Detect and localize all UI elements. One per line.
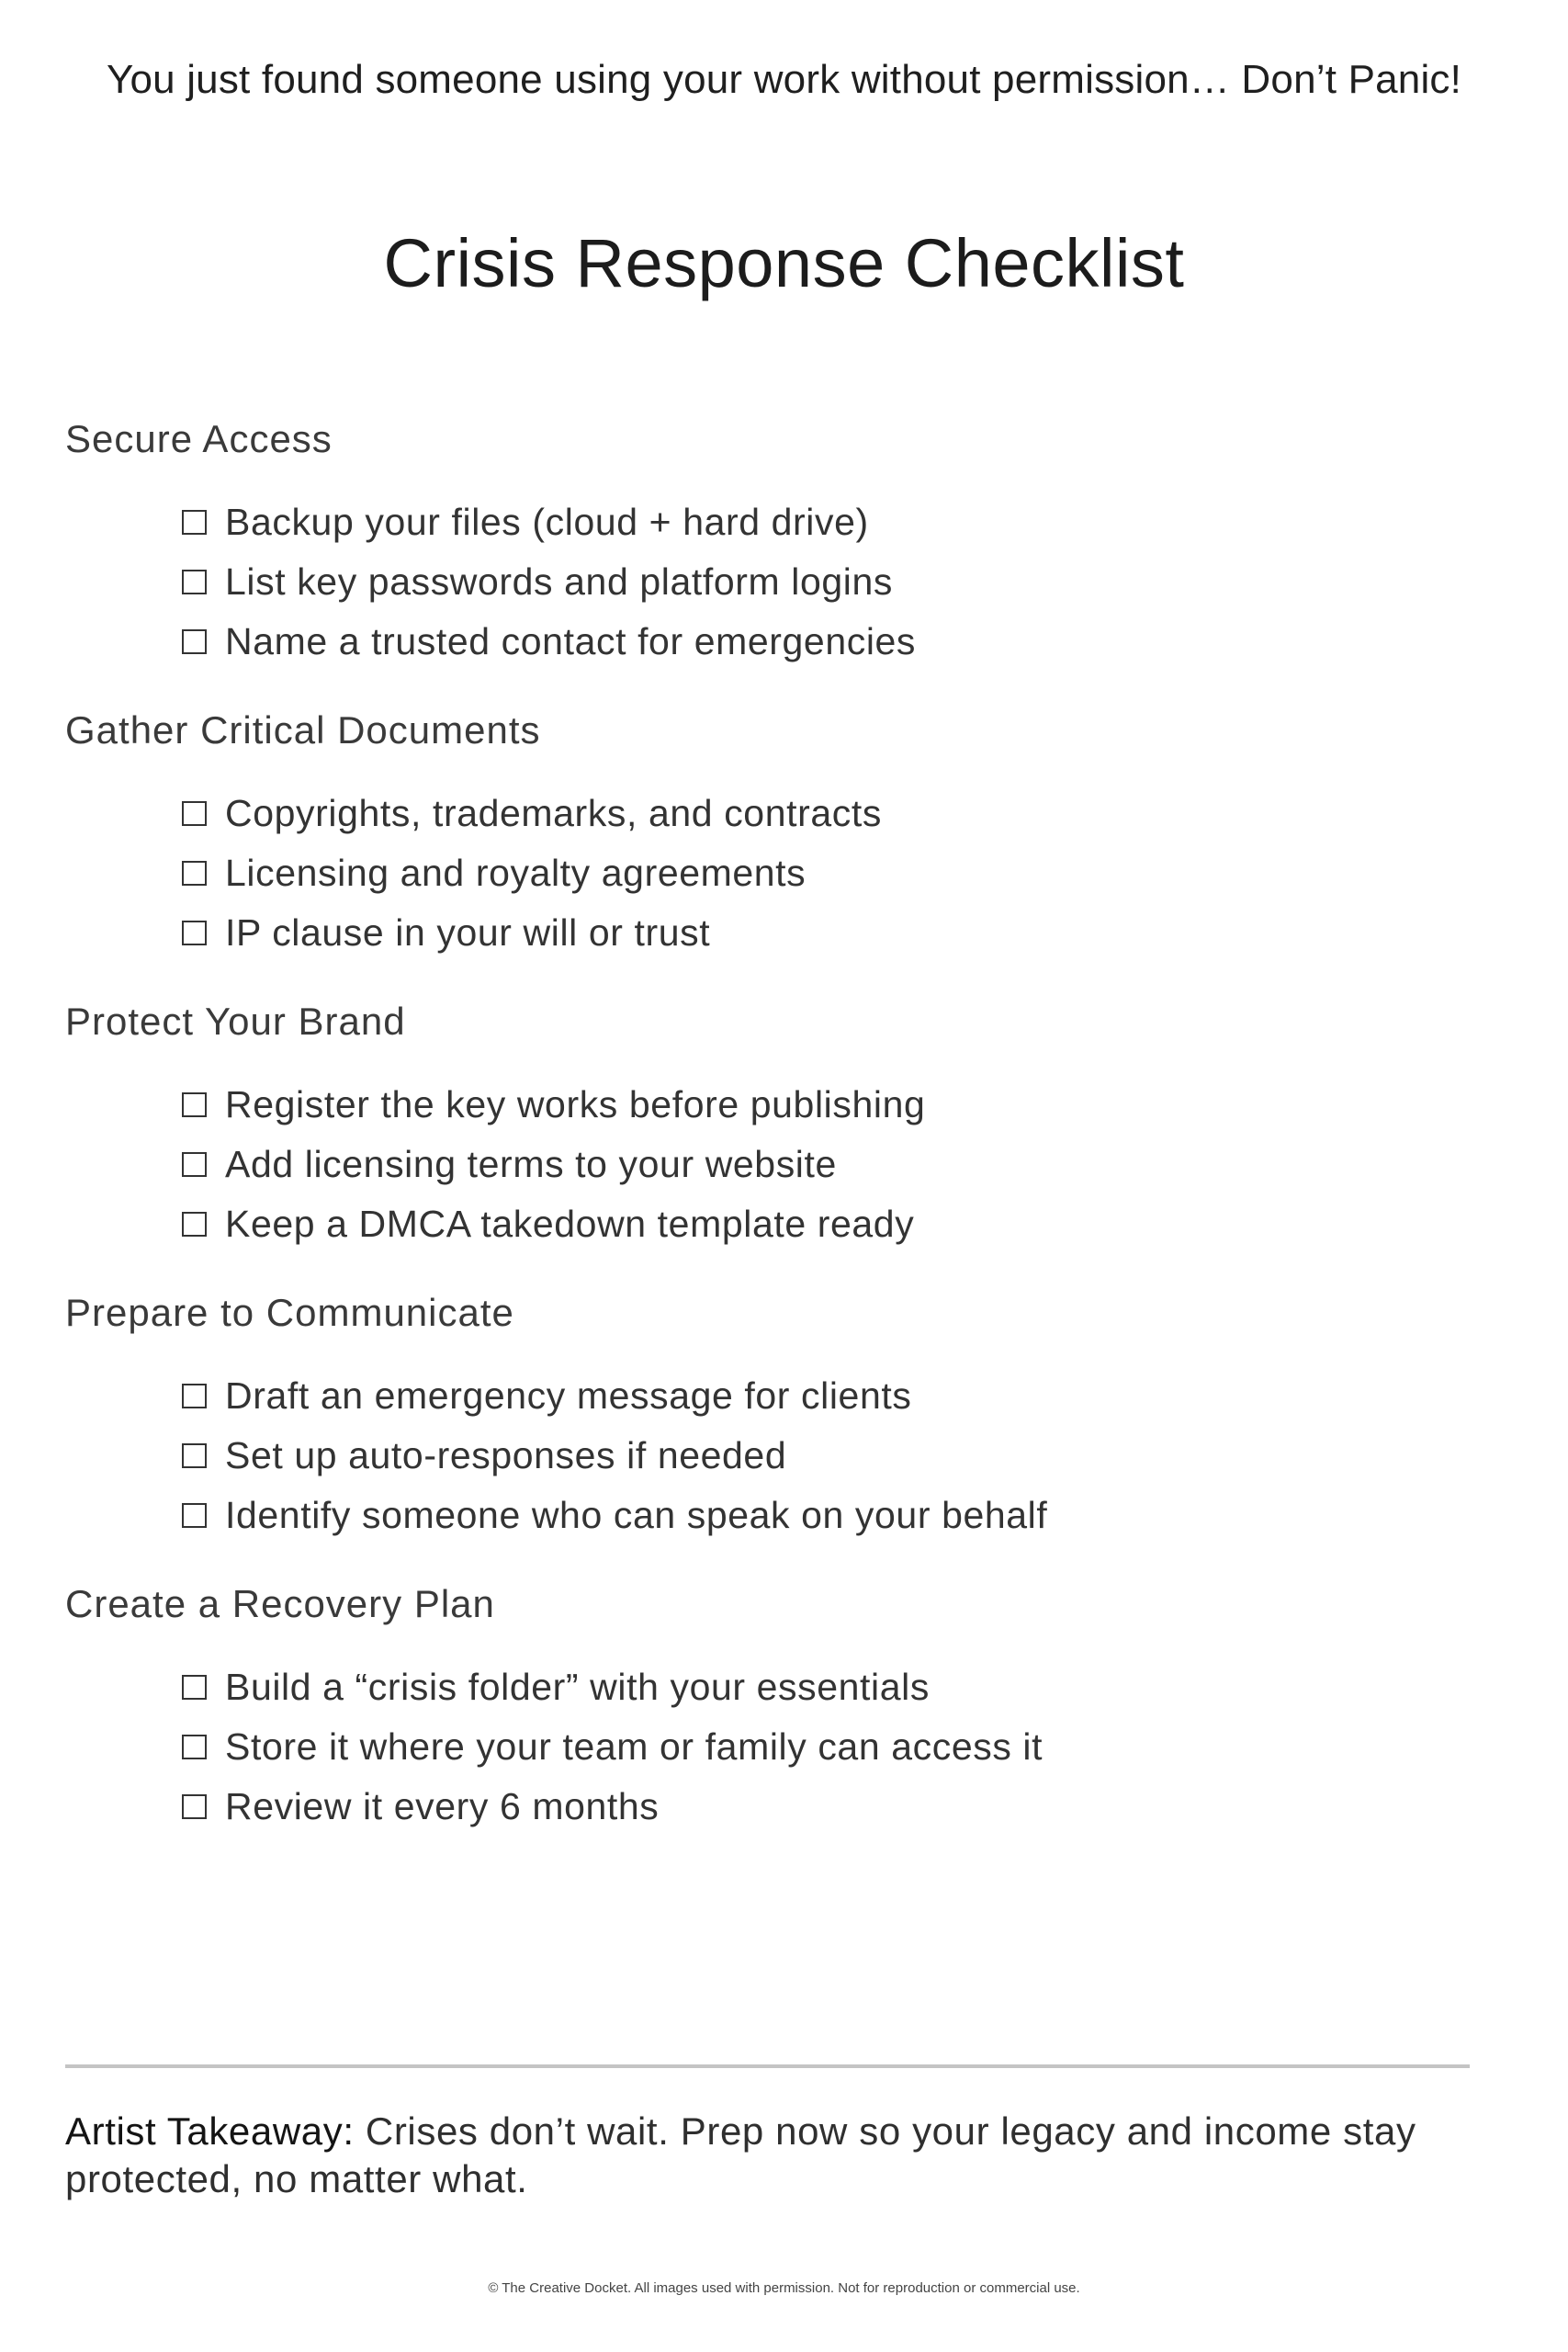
- divider: [65, 2064, 1470, 2068]
- checklist-item-label: Register the key works before publishing: [225, 1083, 926, 1125]
- checklist-item-label: Add licensing terms to your website: [225, 1143, 837, 1185]
- checklist-item[interactable]: [182, 1366, 1443, 1426]
- section-heading: Create a Recovery Plan: [65, 1582, 495, 1625]
- page-title: Crisis Response Checklist: [383, 225, 1185, 301]
- checklist-item[interactable]: [182, 552, 1443, 612]
- checklist-item[interactable]: [182, 1657, 1443, 1717]
- checklist-item-label: Draft an emergency message for clients: [225, 1374, 912, 1417]
- checkbox[interactable]: [182, 1794, 207, 1819]
- checklist-item-label: Licensing and royalty agreements: [225, 852, 807, 894]
- checklist-item[interactable]: [182, 1135, 1443, 1194]
- checkbox[interactable]: [182, 510, 207, 535]
- checklist-item-label: Backup your files (cloud + hard drive): [225, 501, 869, 543]
- checkbox[interactable]: [182, 1212, 207, 1237]
- section-gather-documents: [65, 705, 1443, 963]
- checklist-item[interactable]: [182, 492, 1443, 552]
- checklist-item[interactable]: [182, 612, 1443, 672]
- section-prepare-communicate: [65, 1287, 1443, 1545]
- checkbox[interactable]: [182, 629, 207, 654]
- takeaway-label: Artist Takeaway:: [65, 2109, 355, 2153]
- checkbox[interactable]: [182, 1503, 207, 1528]
- checkbox[interactable]: [182, 861, 207, 886]
- checklist-items: [65, 784, 1443, 963]
- checklist-item-label: Set up auto-responses if needed: [225, 1434, 787, 1476]
- checklist-item[interactable]: [182, 784, 1443, 843]
- takeaway-text: Crises don’t wait. Prep now so your legacy and income stay protected, no matter what.: [65, 2109, 1416, 2200]
- checkbox[interactable]: [182, 801, 207, 826]
- checklist-item[interactable]: [182, 1486, 1443, 1545]
- section-recovery-plan: [65, 1578, 1443, 1837]
- copyright-notice: © The Creative Docket. All images used with permission. Not for reproduction or commercial use.: [488, 2280, 1080, 2296]
- checklist-items: [65, 1075, 1443, 1254]
- checklist-item-label: Copyrights, trademarks, and contracts: [225, 792, 882, 834]
- section-heading: Protect Your Brand: [65, 1000, 406, 1043]
- checkbox[interactable]: [182, 1735, 207, 1759]
- checkbox[interactable]: [182, 1092, 207, 1117]
- checklist-item[interactable]: [182, 1777, 1443, 1837]
- section-heading: Gather Critical Documents: [65, 708, 541, 752]
- checkbox[interactable]: [182, 1675, 207, 1700]
- checklist-item[interactable]: [182, 1194, 1443, 1254]
- checklist-item-label: List key passwords and platform logins: [225, 560, 893, 603]
- checklist-item[interactable]: [182, 903, 1443, 963]
- checkbox[interactable]: [182, 570, 207, 594]
- checkbox[interactable]: [182, 1152, 207, 1177]
- checklist-items: [65, 1657, 1443, 1837]
- tagline: You just found someone using your work without permission… Don’t Panic!: [106, 57, 1462, 102]
- checklist-item[interactable]: [182, 1717, 1443, 1777]
- checklist-item-label: IP clause in your will or trust: [225, 911, 711, 954]
- checklist-item-label: Build a “crisis folder” with your essentials: [225, 1666, 930, 1708]
- checkbox[interactable]: [182, 1443, 207, 1468]
- section-secure-access: [65, 413, 1443, 672]
- checklist-item-label: Review it every 6 months: [225, 1785, 660, 1827]
- checklist-item-label: Name a trusted contact for emergencies: [225, 620, 917, 662]
- checklist-item-label: Identify someone who can speak on your behalf: [225, 1494, 1048, 1536]
- artist-takeaway: [65, 2108, 1498, 2203]
- checklist-item[interactable]: [182, 843, 1443, 903]
- checklist-items: [65, 492, 1443, 672]
- section-heading: Prepare to Communicate: [65, 1291, 514, 1334]
- checklist-item[interactable]: [182, 1075, 1443, 1135]
- checklist-item-label: Keep a DMCA takedown template ready: [225, 1203, 915, 1245]
- checklist: [65, 413, 1443, 1870]
- checklist-item[interactable]: [182, 1426, 1443, 1486]
- checklist-items: [65, 1366, 1443, 1545]
- checkbox[interactable]: [182, 1384, 207, 1408]
- section-heading: Secure Access: [65, 417, 333, 460]
- section-protect-brand: [65, 996, 1443, 1254]
- checklist-item-label: Store it where your team or family can access it: [225, 1725, 1043, 1768]
- checkbox[interactable]: [182, 921, 207, 945]
